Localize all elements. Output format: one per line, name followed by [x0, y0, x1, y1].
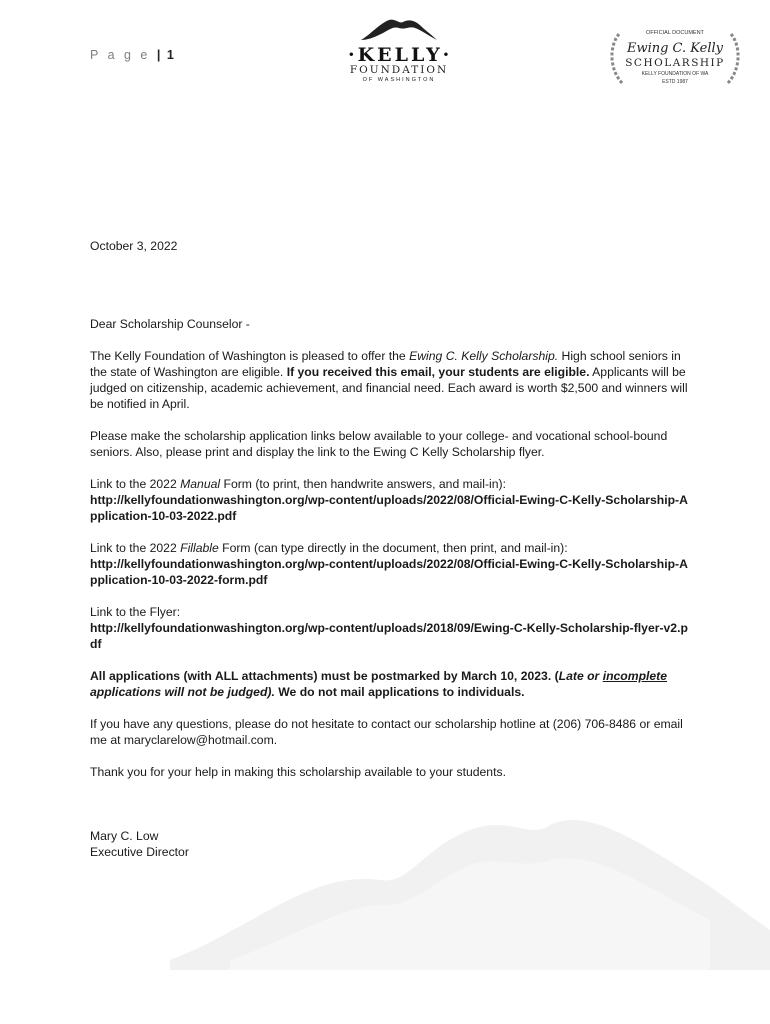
- svg-text:SCHOLARSHIP: SCHOLARSHIP: [625, 57, 725, 69]
- intro-paragraph: The Kelly Foundation of Washington is pleased to offer the Ewing C. Kelly Scholarship. High school seniors in the state of Washington are eligible. If you received this email, your students are eligible. Applicants will be judged on citizenship, academic achievement, and financial need. Each award is worth $2,500 and winners will be notified in April.: [90, 349, 688, 411]
- svg-text:ESTD 1987: ESTD 1987: [662, 79, 688, 85]
- manual-form-link[interactable]: http://kellyfoundationwashington.org/wp-content/uploads/2022/08/Official-Ewing-C-Kelly-Scholarship-Application-10-03-2022.pdf: [90, 493, 688, 523]
- salutation: Dear Scholarship Counselor -: [90, 317, 250, 331]
- fillable-form-link-label: Link to the 2022 Fillable Form (can type directly in the document, then print, and mail-in):: [90, 541, 568, 555]
- signer-title: Executive Director: [90, 845, 189, 859]
- kelly-foundation-logo: ·KELLY· FOUNDATION OF WASHINGTON: [348, 16, 450, 88]
- thanks-paragraph: Thank you for your help in making this scholarship available to your students.: [90, 765, 506, 779]
- contact-paragraph: If you have any questions, please do not hesitate to contact our scholarship hotline at (206) 706-8486 or email me at maryclarelow@hotmail.com.: [90, 717, 683, 747]
- instructions-paragraph: Please make the scholarship application links below available to your college- and vocational school-bound seniors. Also, please print and display the link to the Ewing C Kelly Scholarship flyer.: [90, 429, 668, 459]
- fillable-form-link[interactable]: http://kellyfoundationwashington.org/wp-content/uploads/2022/08/Official-Ewing-C-Kelly-Scholarship-Application-10-03-2022-form.pdf: [90, 557, 688, 587]
- signer-name: Mary C. Low: [90, 829, 159, 843]
- flyer-link-label: Link to the Flyer:: [90, 605, 181, 619]
- manual-form-link-label: Link to the 2022 Manual Form (to print, then handwrite answers, and mail-in):: [90, 477, 506, 491]
- svg-text:KELLY FOUNDATION OF WA: KELLY FOUNDATION OF WA: [641, 71, 709, 77]
- mountain-watermark-icon: [170, 810, 770, 970]
- signature-block: [90, 828, 189, 860]
- deadline-paragraph: All applications (with ALL attachments) must be postmarked by March 10, 2023. (Late or incomplete applications will not be judged). We do not mail applications to individuals.: [90, 669, 668, 699]
- mountain-logo-icon: [359, 16, 439, 42]
- page-number: P a g e | 1: [90, 48, 174, 62]
- svg-text:OFFICIAL DOCUMENT: OFFICIAL DOCUMENT: [646, 30, 704, 36]
- scholarship-seal: [605, 26, 745, 90]
- letter-date: October 3, 2022: [90, 239, 178, 253]
- flyer-link[interactable]: http://kellyfoundationwashington.org/wp-content/uploads/2018/09/Ewing-C-Kelly-Scholarship-flyer-v2.pdf: [90, 621, 688, 651]
- svg-text:Ewing C. Kelly: Ewing C. Kelly: [626, 41, 724, 56]
- letter-body: [90, 238, 690, 780]
